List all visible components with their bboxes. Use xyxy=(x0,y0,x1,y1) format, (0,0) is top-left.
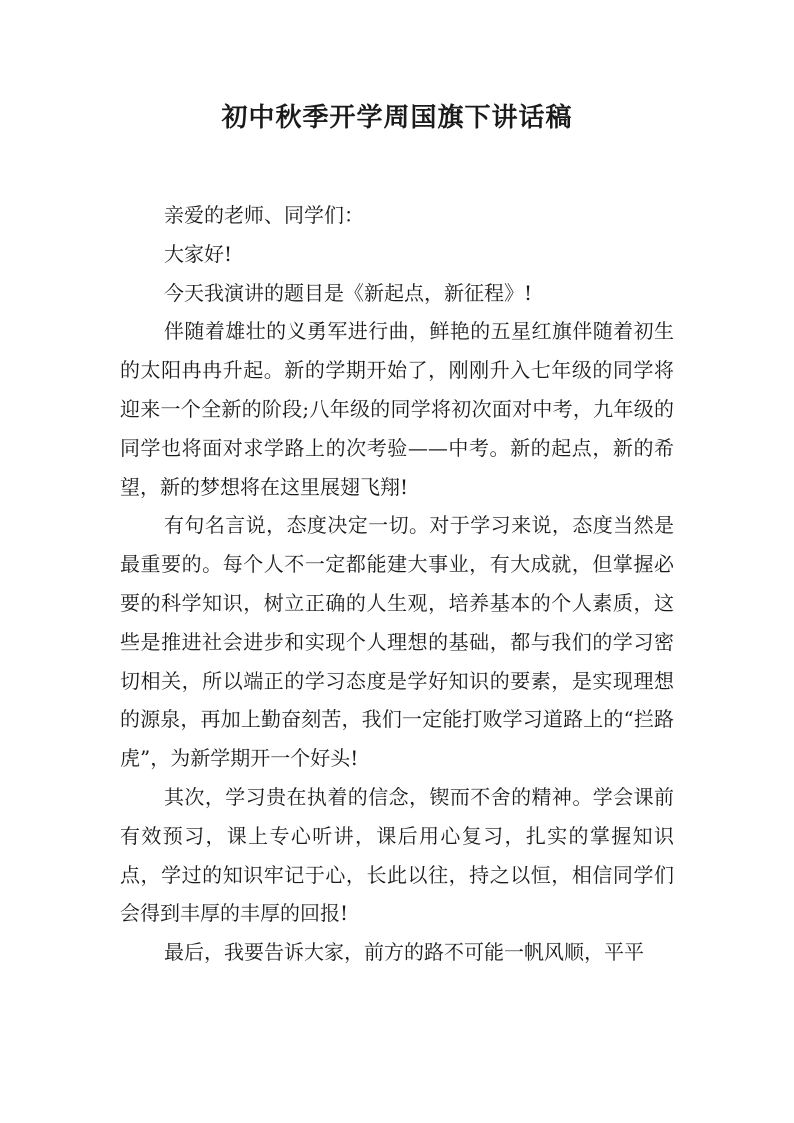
document-title: 初中秋季开学周国旗下讲话稿 xyxy=(221,103,573,133)
paragraph-closing: 最后，我要告诉大家，前方的路不可能一帆风顺，平平 xyxy=(164,940,644,965)
paragraph-greeting: 大家好! xyxy=(164,241,233,266)
document-body xyxy=(120,196,674,972)
paragraph-salutation: 亲爱的老师、同学们： xyxy=(164,203,364,227)
paragraph-topic: 今天我演讲的题目是《新起点，新征程》! xyxy=(164,280,533,305)
paragraph-persistence: 其次，学习贵在执着的信念，锲而不舍的精神。学会课前有效预习，课上专心听讲，课后用心复习，扎实的掌握知识点，学过的知识牢记于心，长此以往，持之以恒，相信同学们会得到丰厚的丰厚的回报! xyxy=(120,784,674,926)
paragraph-opening: 伴随着雄壮的义勇军进行曲，鲜艳的五星红旗伴随着初生的太阳冉冉升起。新的学期开始了，刚刚升入七年级的同学将迎来一个全新的阶段;八年级的同学将初次面对中考，九年级的同学也将面对求学路上的次考验——中考。新的起点，新的希望，新的梦想将在这里展翅飞翔! xyxy=(120,319,674,499)
paragraph-attitude: 有句名言说，态度决定一切。对于学习来说，态度当然是最重要的。每个人不一定都能建大事业，有大成就，但掌握必要的科学知识，树立正确的人生观，培养基本的个人素质，这些是推进社会进步和实现个人理想的基础，都与我们的学习密切相关，所以端正的学习态度是学好知识的要素，是实现理想的源泉，再加上勤奋刻苦，我们一定能打败学习道路上的“拦路虎”，为新学期开一个好头! xyxy=(120,513,674,771)
